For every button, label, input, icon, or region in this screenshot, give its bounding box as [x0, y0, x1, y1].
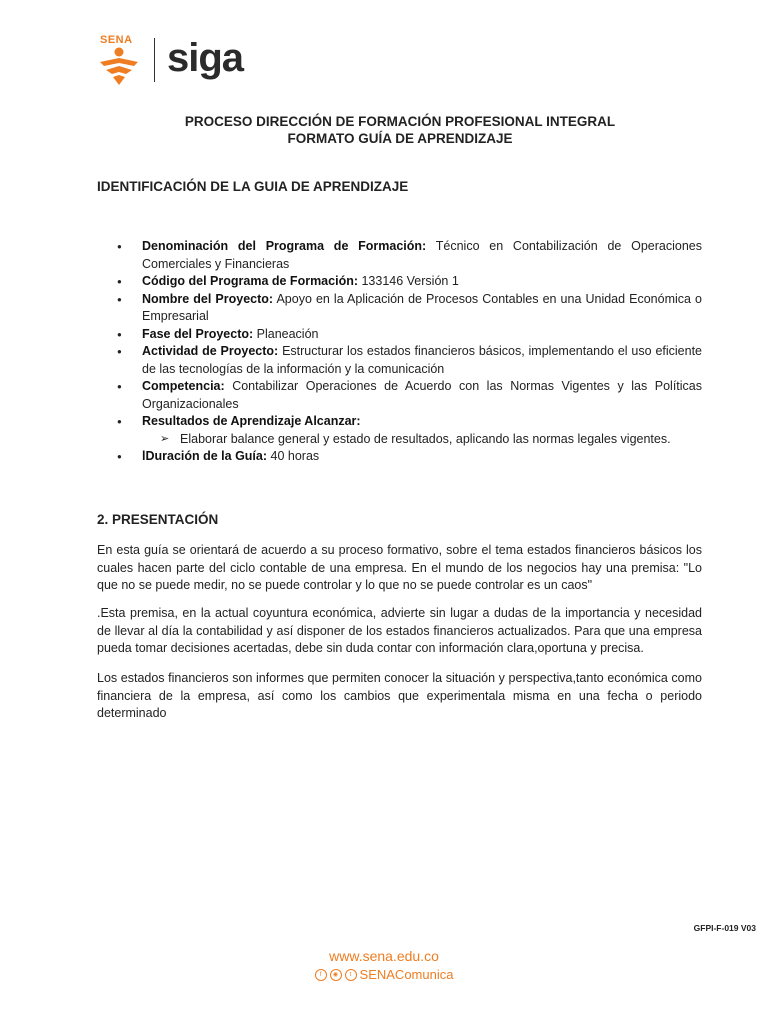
- item-value: Estructurar los estados financieros básicos, implementando el uso eficiente de las tecnologías de la información y la comunicación: [142, 344, 703, 376]
- item-label: Resultados de Aprendizaje Alcanzar:: [142, 414, 361, 428]
- list-item-duration: [112, 448, 702, 466]
- presentation-heading: 2. PRESENTACIÓN: [97, 512, 219, 527]
- item-label: Denominación del Programa de Formación:: [142, 239, 427, 253]
- form-code: GFPI-F-019 V03: [693, 923, 756, 933]
- presentation-paragraph-2: .Esta premisa, en la actual coyuntura económica, advierte sin lugar a dudas de la importancia y necesidad de llevar al día la contabilidad y así disponer de los estados financieros actualizados. Para que una empresa pueda tomar decisiones acertadas, debe sin duda contar con información clara,oportuna y precisa.: [97, 606, 702, 655]
- list-item-project-activity: [112, 343, 702, 378]
- document-title-line1: PROCESO DIRECCIÓN DE FORMACIÓN PROFESIONAL INTEGRAL: [184, 114, 616, 129]
- list-item-project-name: [112, 291, 702, 326]
- siga-logo: siga: [167, 36, 244, 80]
- twitter-icon[interactable]: t: [345, 969, 357, 981]
- item-value: Contabilizar Operaciones de Acuerdo con las Normas Vigentes y las Políticas Organizacionales: [142, 379, 702, 411]
- item-label: Nombre del Proyecto:: [142, 291, 274, 306]
- document-title-line2: FORMATO GUÍA DE APRENDIZAJE: [287, 131, 513, 146]
- identification-list: [112, 238, 702, 466]
- footer-social-handle: SENAComunica: [359, 967, 454, 982]
- footer-website-link[interactable]: www.sena.edu.co: [329, 948, 439, 964]
- item-value: Planeación: [253, 326, 319, 341]
- item-value: Apoyo en la Aplicación de Procesos Contables en una Unidad Económica o Empresarial: [142, 291, 702, 323]
- sub-list-item: ➢ Elaborar balance general y estado de resultados, aplicando las normas legales vigentes.: [160, 431, 702, 449]
- item-label: Actividad de Proyecto:: [142, 344, 279, 358]
- sena-logo-text: SENA: [100, 34, 133, 46]
- footer-social: [0, 967, 768, 982]
- identification-heading: IDENTIFICACIÓN DE LA GUIA DE APRENDIZAJE: [97, 179, 409, 194]
- item-label: Fase del Proyecto:: [142, 326, 254, 341]
- item-label: Competencia:: [142, 379, 225, 393]
- list-item-program-name: [112, 238, 702, 273]
- item-label: Código del Programa de Formación:: [142, 274, 358, 288]
- item-label: lDuración de la Guía:: [142, 449, 268, 463]
- item-value: 40 horas: [267, 449, 320, 463]
- list-item-learning-results: [112, 413, 702, 448]
- item-value: 133146 Versión 1: [358, 274, 459, 288]
- list-item-program-code: [112, 273, 702, 291]
- presentation-paragraph-1: En esta guía se orientará de acuerdo a su proceso formativo, sobre el tema estados financieros básicos los cuales hacen parte del ciclo contable de una empresa. En el mundo de los negocios hay una premisa: "Lo que no se puede medir, no se puede controlar y lo que no se puede controlar es un caos": [97, 543, 702, 592]
- list-item-project-phase: [112, 326, 702, 344]
- list-item-competency: [112, 378, 702, 413]
- item-value: Técnico en Contabilización de Operaciones Comerciales y Financieras: [142, 239, 702, 271]
- header-logos: [96, 34, 243, 86]
- sena-logo: [96, 34, 142, 86]
- learning-results-sublist: [142, 431, 702, 449]
- logo-divider: [154, 38, 155, 82]
- facebook-icon[interactable]: f: [315, 969, 327, 981]
- instagram-icon[interactable]: ◉: [330, 969, 342, 981]
- presentation-paragraph-3: Los estados financieros son informes que permiten conocer la situación y perspectiva,tanto económica como financiera de la empresa, así como los cambios que experimentala misma en una fecha o periodo determinado: [97, 671, 702, 720]
